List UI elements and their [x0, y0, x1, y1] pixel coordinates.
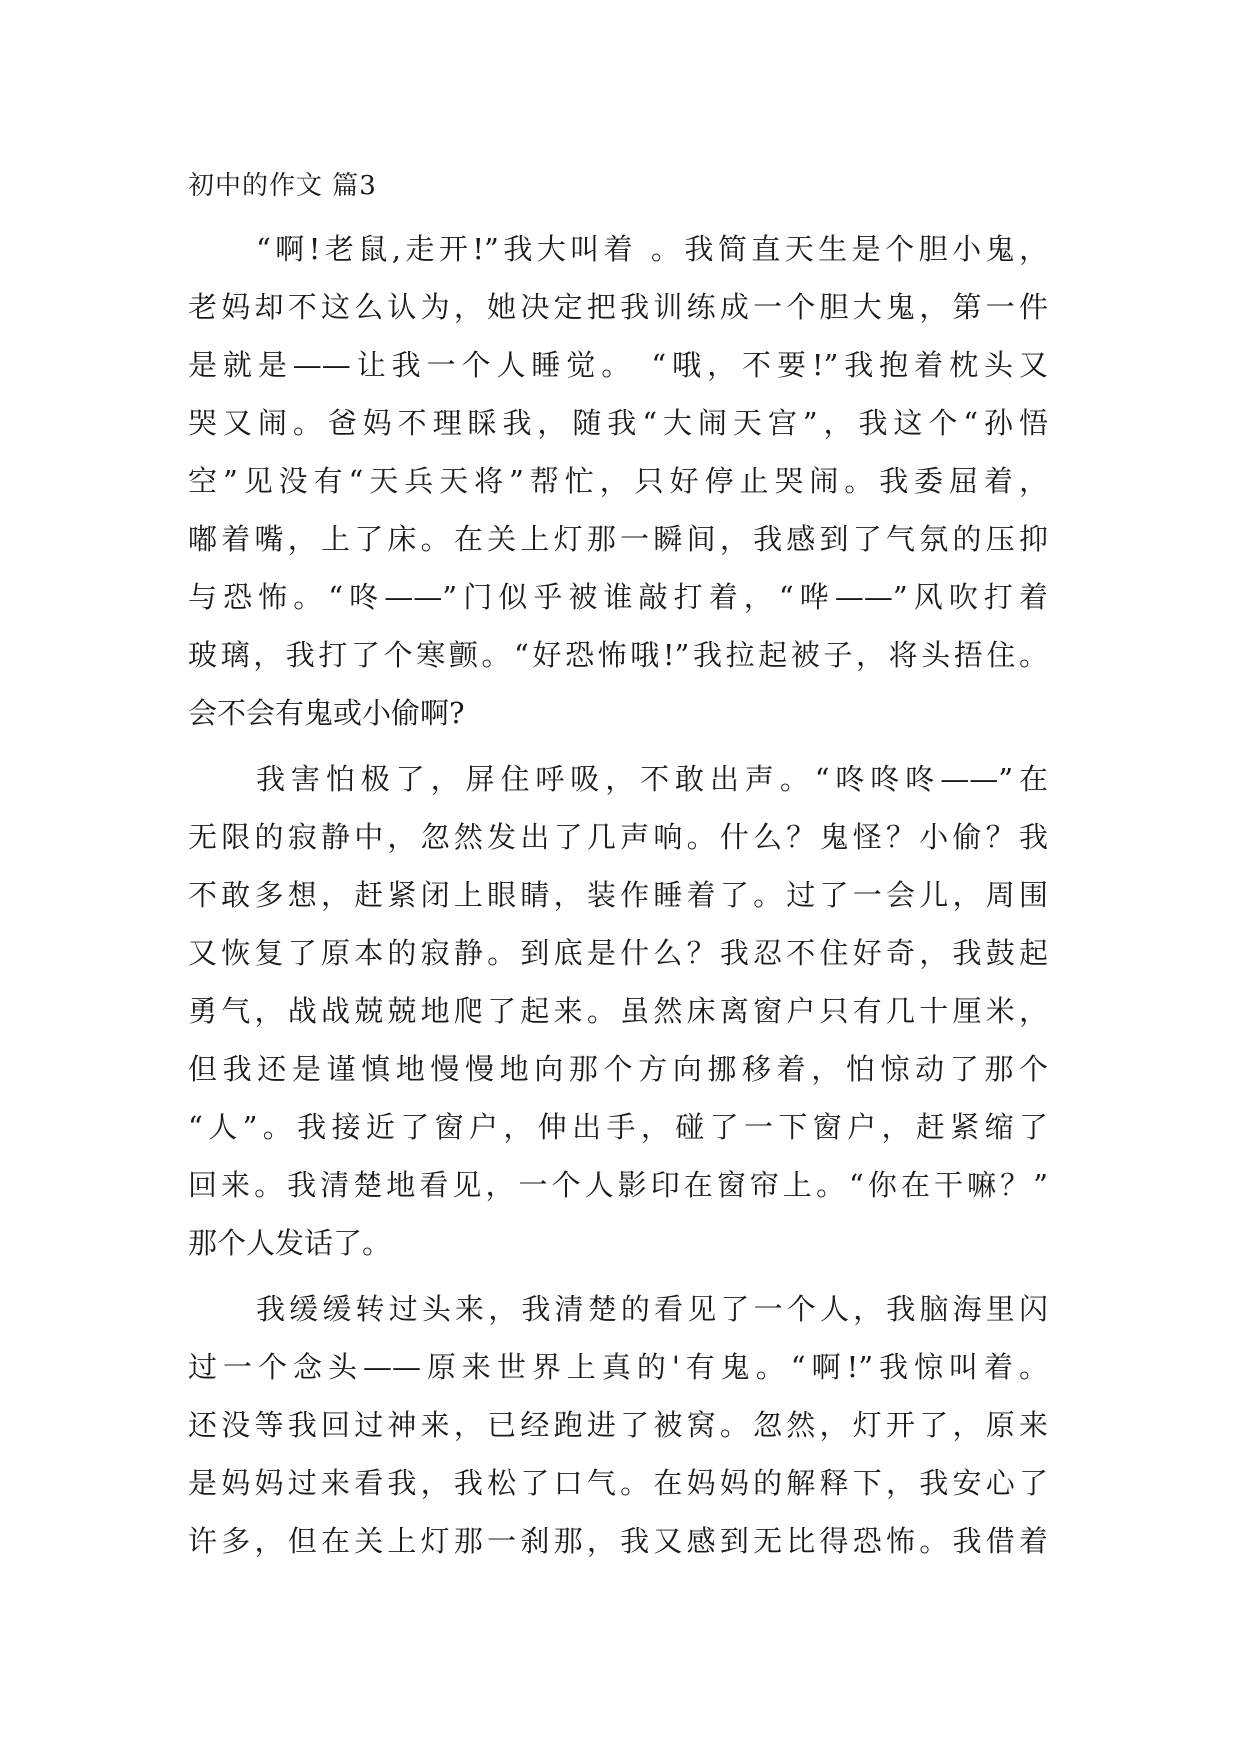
paragraph-3 [188, 1280, 1048, 1570]
text-line: 过一个念头——原来世界上真的'有鬼。“啊!”我惊叫着。 [188, 1350, 1048, 1384]
text-line: 玻璃，我打了个寒颤。“好恐怖哦!”我拉起被子，将头捂住。 [188, 638, 1048, 672]
text-line: 那个人发话了。 [188, 1226, 392, 1260]
text-line: 我缓缓转过头来，我清楚的看见了一个人，我脑海里闪 [256, 1292, 1048, 1326]
text-line: 老妈却不这么认为，她决定把我训练成一个胆大鬼，第一件 [188, 290, 1048, 324]
document-body [188, 220, 1048, 1570]
text-line: “人”。我接近了窗户，伸出手，碰了一下窗户，赶紧缩了 [188, 1110, 1048, 1144]
text-line: 哭又闹。爸妈不理睬我，随我“大闹天宫”，我这个“孙悟 [188, 406, 1048, 440]
text-line: 又恢复了原本的寂静。到底是什么？我忍不住好奇，我鼓起 [188, 936, 1048, 970]
text-line: 是妈妈过来看我，我松了口气。在妈妈的解释下，我安心了 [188, 1466, 1048, 1500]
paragraph-gap [188, 742, 1048, 750]
text-line: 是就是——让我一个人睡觉。 “哦，不要!”我抱着枕头又 [188, 348, 1048, 382]
text-line: 不敢多想，赶紧闭上眼睛，装作睡着了。过了一会儿，周围 [188, 878, 1048, 912]
text-line: 无限的寂静中，忽然发出了几声响。什么？鬼怪？小偷？我 [188, 820, 1048, 854]
text-line: 与恐怖。“咚——”门似乎被谁敲打着，“哗——”风吹打着 [188, 580, 1048, 614]
document-title: 初中的作文 篇3 [188, 171, 377, 201]
paragraph-2 [188, 750, 1048, 1272]
text-line: 回来。我清楚地看见，一个人影印在窗帘上。“你在干嘛？” [188, 1168, 1048, 1202]
text-line: 空”见没有“天兵天将”帮忙，只好停止哭闹。我委屈着， [188, 464, 1048, 498]
text-line: 嘟着嘴，上了床。在关上灯那一瞬间，我感到了气氛的压抑 [188, 522, 1048, 556]
text-line: “啊!老鼠,走开!”我大叫着 。我简直天生是个胆小鬼， [256, 232, 1048, 266]
text-line: 会不会有鬼或小偷啊? [188, 696, 465, 730]
text-line: 我害怕极了，屏住呼吸，不敢出声。“咚咚咚——”在 [256, 762, 1048, 796]
text-line: 勇气，战战兢兢地爬了起来。虽然床离窗户只有几十厘米， [188, 994, 1048, 1028]
text-line: 许多，但在关上灯那一刹那，我又感到无比得恐怖。我借着 [188, 1524, 1048, 1558]
text-line: 还没等我回过神来，已经跑进了被窝。忽然，灯开了，原来 [188, 1408, 1048, 1442]
paragraph-gap [188, 1272, 1048, 1280]
text-line: 但我还是谨慎地慢慢地向那个方向挪移着，怕惊动了那个 [188, 1052, 1048, 1086]
paragraph-1 [188, 220, 1048, 742]
